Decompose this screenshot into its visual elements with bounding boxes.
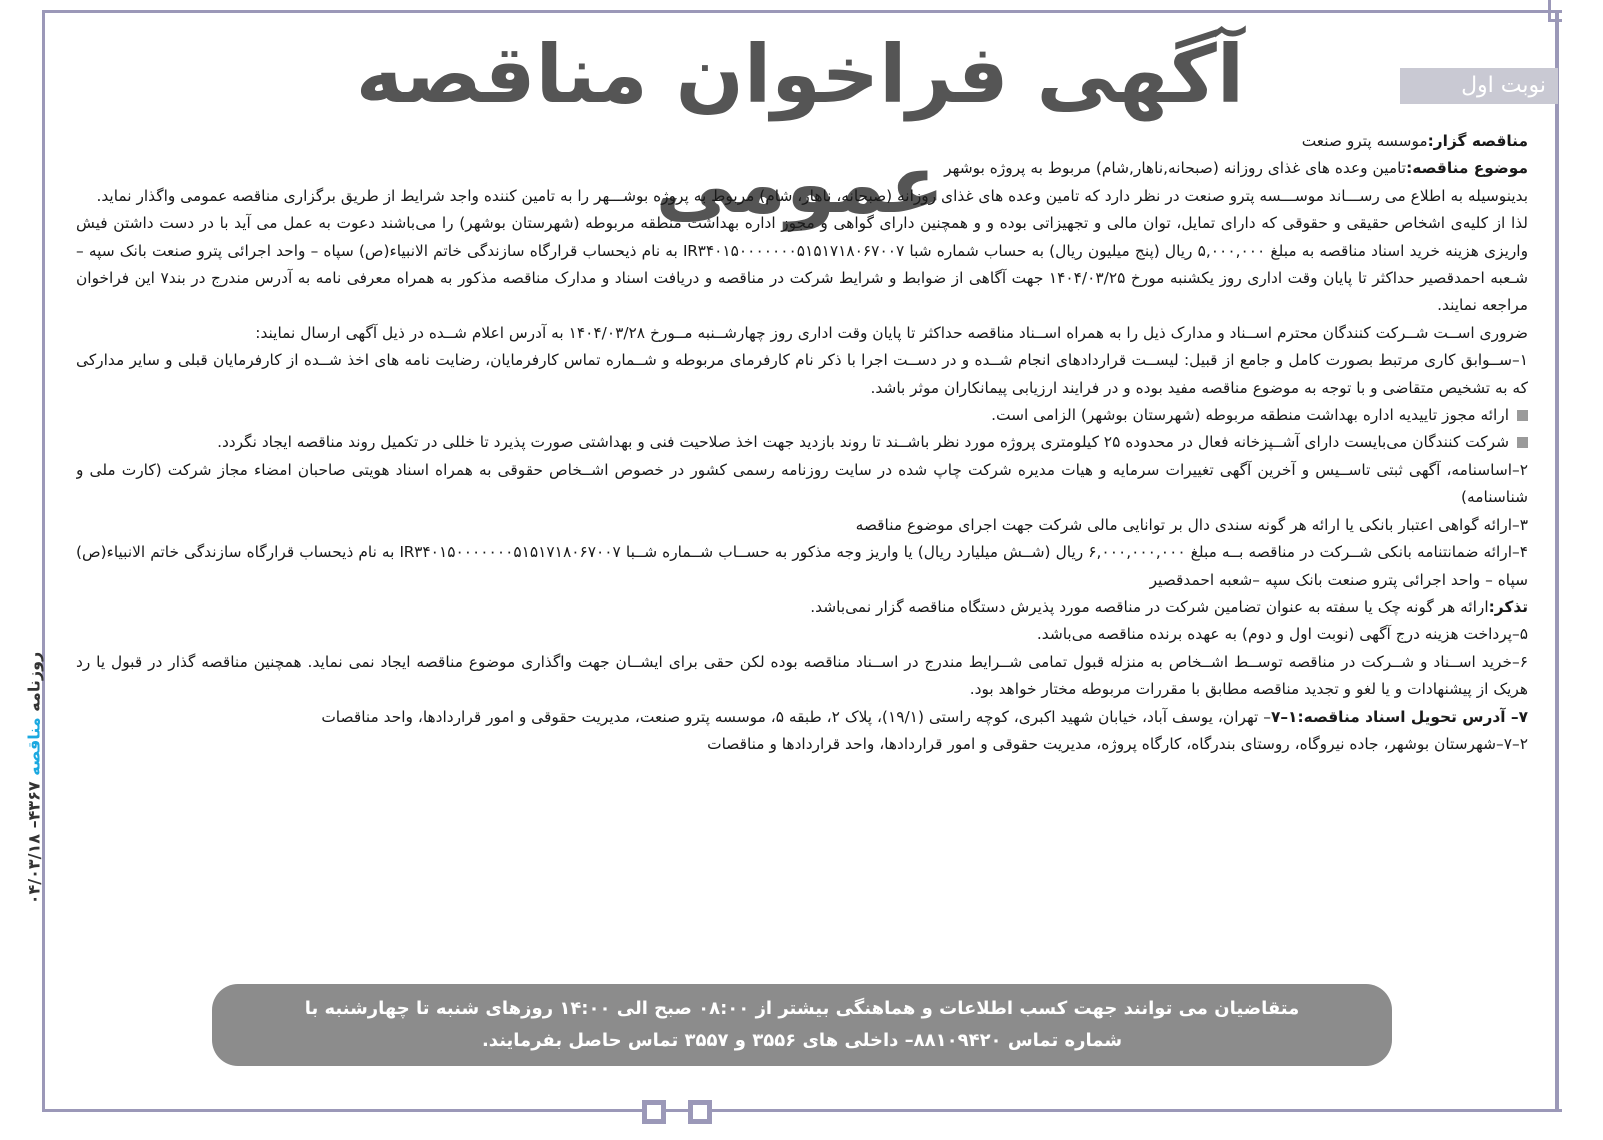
organizer-value: موسسه پترو صنعت (1301, 132, 1428, 150)
bottom-decoration-right (688, 1100, 712, 1124)
newspaper-brand: مناقصه (24, 717, 44, 776)
contact-box (212, 984, 1392, 1066)
note-value: ارائه هر گونه چک یا سفته به عنوان تضامین شرکت در مناقصه مورد پذیرش دستگاه مناقصه گزار نمی‌باشد. (810, 597, 1489, 616)
frame-right-edge (1555, 10, 1559, 1112)
announcement-body (76, 128, 1528, 980)
square-bullet-icon (1517, 410, 1528, 421)
bullet-1-text: ارائه مجوز تاییدیه اداره بهداشت منطقه مربوطه (شهرستان بوشهر) الزامی است. (991, 406, 1509, 425)
item-7 (76, 704, 1528, 731)
organizer-label: مناقصه گزار: (1427, 132, 1528, 150)
invite-paragraph: لذا از کلیه‌ی اشخاص حقیقی و حقوقی که دارای تمایل، توان مالی و تجهیزاتی بوده و و همچنین دارای گواهی و مجوز اداره بهداشت منطقه مربوطه (شهرستان بوشهر) را می‌باشند دعوت به عمل می آید با در دست داشتن فیش واریزی هزینه خرید اسناد مناقصه به مبلغ ۵,۰۰۰,۰۰۰ ریال (پنج میلیون ریال) به حساب شماره شبا IR۳۴۰۱۵۰۰۰۰۰۰۰۵۱۵۱۷۱۸۰۶۷۰۰۷ به نام ذیحساب قرارگاه سازندگی خاتم الانبیاء(ص) سپاه – واحد اجرائی پترو صنعت بانک سپه –شـعبه احمدقصیر حداکثر تا پایان وقت اداری روز یکشنبه مورخ ۱۴۰۴/۰۳/۲۵ جهت آگاهی از ضوابط و شرایط شرکت در مناقصه و دریافت اسناد و مدارک مناقصه مذکور به همراه معرفی نامه به آدرس مندرج در بند۷ این فراخوان مراجعه نمایند. (76, 214, 1528, 315)
side-issue-date: ۴۳۶۷– ۰۴/۰۳/۱۸ (24, 781, 44, 905)
note-line (76, 594, 1528, 621)
item-7-2: ۲–۷–شهرستان بوشهر، جاده نیروگاه، روستای بندرگاه، کارگاه پروژه، مدیریت حقوقی و امور قراردادها، واحد قراردادها و مناقصات (707, 734, 1528, 753)
page-title: آگهی فراخوان مناقصه عمومی (355, 28, 1245, 231)
item-7-label: ۷– آدرس تحویل اسناد مناقصه:۱–۷ (1270, 707, 1528, 726)
side-caption (22, 618, 46, 938)
note-label: تذکر: (1488, 597, 1528, 616)
bullet-2 (76, 429, 1528, 456)
side-prefix: روزنامه (24, 651, 44, 712)
subject-label: موضوع مناقصه: (1406, 159, 1528, 178)
intro-paragraph: بدینوسیله به اطلاع می رســـاند موســـسه پترو صنعت در نظر دارد که تامین وعده های غذای روزانه (صبحانه، ناهار، شام) مربوط به پروژه بوشـــهر را به تامین کننده واجد شرایط از طریق برگزاری مناقصه عمومی واگذار نماید. (96, 186, 1528, 205)
bullet-1 (76, 402, 1528, 429)
edition-badge: نوبت اول (1400, 68, 1558, 104)
subject-line (76, 155, 1528, 182)
contact-line-1: متقاضیان می توانند جهت کسب اطلاعات و هماهنگی بیشتر از ۰۸:۰۰ صبح الی ۱۴:۰۰ روزهای شنبه تا چهارشنبه با (304, 998, 1300, 1019)
side-caption-text (25, 652, 44, 904)
contact-line-2: شماره تماس ۸۸۱۰۹۴۲۰– داخلی های ۳۵۵۶ و ۳۵۵۷ تماس حاصل بفرمایند. (481, 1030, 1123, 1051)
bottom-decoration-left (642, 1100, 666, 1124)
corner-decoration (1548, 0, 1562, 22)
item-1: ۱–ســوابق کاری مرتبط بصورت کامل و جامع از قبیل: لیســت قراردادهای انجام شــده و در دســت اجرا با ذکر نام کارفرمای مربوطه و شــماره تماس کارفرمایان، رضایت نامه های اخذ شــده از کارفرمایان قبلی و سایر مدارکی که به تشخیص متقاضی و با توجه به موضوع مناقصه مفید بوده و در فرایند ارزیابی پیمانکاران موثر باشد. (76, 351, 1528, 397)
organizer-line (76, 128, 1528, 155)
item-6: ۶–خرید اســناد و شــرکت در مناقصه توســط اشــخاص به منزله قبول تمامی شــرایط مندرج در اســناد مناقصه بوده لکن حقی برای ایشــان جهت واگذاری موضوع مناقصه ایجاد نمی نماید. همچنین مناقصه گذار در قبول یا رد هریک از پیشنهادات و یا لغو و تجدید مناقصه مطابق با مقررات مربوطه مختار خواهد بود. (76, 652, 1528, 699)
required-paragraph: ضروری اســت شــرکت کنندگان محترم اســناد و مدارک ذیل را به همراه اســناد مناقصه حداکثر تا پایان وقت اداری روز چهارشــنبه مــورخ ۱۴۰۴/۰۳/۲۸ به آدرس اعلام شــده در ذیل آگهی ارسال نمایند: (255, 323, 1528, 342)
item-3: ۳–ارائه گواهی اعتبار بانکی یا ارائه هر گونه سندی دال بر توانایی مالی شرکت جهت اجرای موضوع مناقصه (855, 515, 1528, 534)
item-2: ۲–اساسنامه، آگهی ثبتی تاســیس و آخرین آگهی تغییرات سرمایه و هیات مدیره شرکت چاپ شده در سایت روزنامه رسمی کشور در خصوص اشــخاص حقوقی به همراه اسناد هویتی صاحبان امضاء مجاز شرکت (کارت ملی و شناسنامه) (76, 460, 1528, 507)
item-7-value: – تهران، یوسف آباد، خیابان شهید اکبری، کوچه راستی (۱۹/۱)، پلاک ۲، طبقه ۵، موسسه پترو صنعت، مدیریت حقوقی و امور قراردادها، واحد مناقصات (321, 707, 1271, 726)
bullet-2-text: شرکت کنندگان می‌بایست دارای آشــپزخانه فعال در محدوده ۲۵ کیلومتری پروژه مورد نظر باشــند تا روند بازدید جهت اخذ صلاحیت فنی و بهداشتی صورت پذیرد تا خللی در تکمیل روند مناقصه ایجاد نگردد. (217, 433, 1509, 452)
item-4: ۴–ارائه ضمانتنامه بانکی شــرکت در مناقصه بــه مبلغ ۶,۰۰۰,۰۰۰,۰۰۰ ریال (شــش میلیارد ریال) یا واریز وجه مذکور به حســاب شــماره شــبا IR۳۴۰۱۵۰۰۰۰۰۰۰۵۱۵۱۷۱۸۰۶۷۰۰۷ به نام ذیحساب قرارگاه سازندگی خاتم الانبیاء(ص) سپاه – واحد اجرائی پترو صنعت بانک سپه –شعبه احمدقصیر (76, 543, 1528, 589)
square-bullet-icon (1517, 437, 1528, 448)
subject-value: تامین وعده های غذای روزانه (صبحانه,ناهار,شام) مربوط به پروژه بوشهر (944, 159, 1407, 178)
item-5: ۵–پرداخت هزینه درج آگهی (نوبت اول و دوم) به عهده برنده مناقصه می‌باشد. (1036, 625, 1528, 644)
